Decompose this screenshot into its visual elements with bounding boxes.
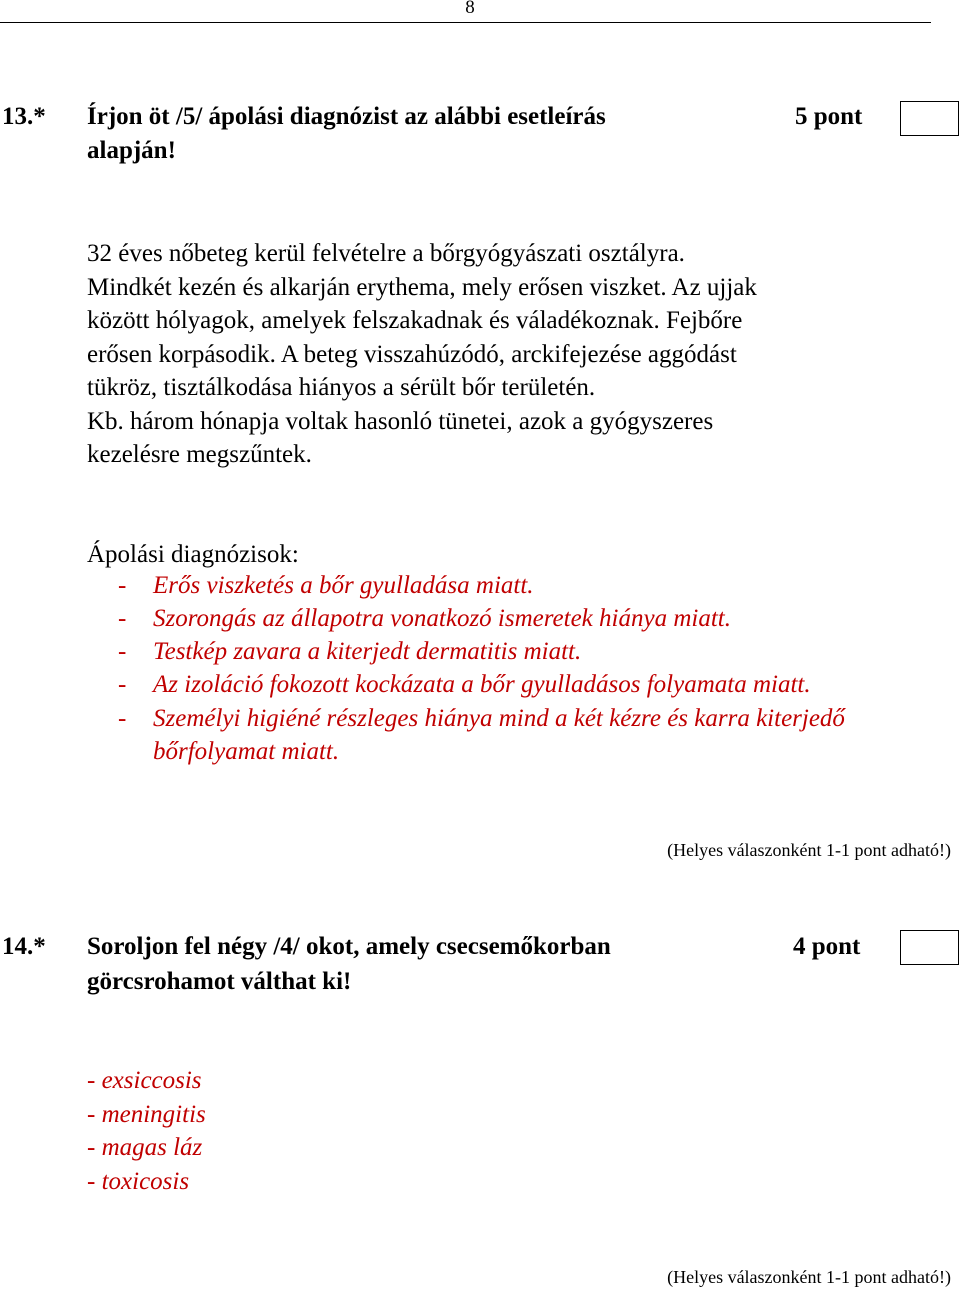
q13-answer-2: Szorongás az állapotra vonatkozó ismeretek hiánya miatt. bbox=[153, 605, 731, 632]
q13-title-line-2: alapján! bbox=[87, 137, 176, 164]
q13-case-line-2: Mindkét kezén és alkarján erythema, mely erősen viszket. Az ujjak bbox=[87, 273, 757, 301]
q13-answer-dash: - bbox=[118, 638, 127, 665]
q13-answer-dash: - bbox=[118, 671, 127, 698]
q13-answers-heading: Ápolási diagnózisok: bbox=[87, 541, 299, 568]
q13-case-line-1: 32 éves nőbeteg kerül felvételre a bőrgyógyászati osztályra. bbox=[87, 240, 685, 267]
page-number: 8 bbox=[465, 0, 475, 18]
q13-case-line-3: között hólyagok, amelyek felszakadnak és váladékoznak. Fejbőre bbox=[87, 307, 743, 334]
q14-number: 14.* bbox=[2, 933, 46, 960]
q13-points: 5 pont bbox=[795, 103, 863, 130]
q13-answer-dash: - bbox=[118, 572, 127, 599]
q14-title-line-1: Soroljon fel négy /4/ okot, amely csecsemőkorban bbox=[87, 933, 611, 960]
q13-case-line-5: tükröz, tisztálkodása hiányos a sérült bőr területén. bbox=[87, 374, 596, 401]
q13-answer-4: Az izoláció fokozott kockázata a bőr gyulladásos folyamata miatt. bbox=[153, 671, 811, 698]
header-rule bbox=[0, 22, 931, 23]
q13-score-box[interactable] bbox=[900, 101, 959, 136]
q14-score-box[interactable] bbox=[900, 930, 959, 965]
q13-number: 13.* bbox=[2, 103, 46, 130]
q13-case-line-7: kezelésre megszűntek. bbox=[87, 441, 312, 468]
q13-case-line-6: Kb. három hónapja voltak hasonló tünetei, azok a gyógyszeres bbox=[87, 407, 714, 435]
q13-title-line-1: Írjon öt /5/ ápolási diagnózist az alábbi esetleírás bbox=[87, 103, 606, 130]
q14-answer-3: - magas láz bbox=[87, 1134, 203, 1161]
q14-title-line-2: görcsrohamot válthat ki! bbox=[87, 968, 352, 995]
q13-answer-dash: - bbox=[118, 705, 127, 732]
q13-scoring-note: (Helyes válaszonként 1-1 pont adható!) bbox=[667, 840, 951, 860]
q14-answer-4: - toxicosis bbox=[87, 1168, 190, 1195]
q13-case-line-4: erősen korpásodik. A beteg visszahúzódó, arckifejezése aggódást bbox=[87, 340, 737, 368]
q13-answer-5-continued: bőrfolyamat miatt. bbox=[153, 738, 340, 765]
q13-answer-5: Személyi higiéné részleges hiánya mind a két kézre és karra kiterjedő bbox=[153, 705, 845, 732]
q14-answer-2: - meningitis bbox=[87, 1101, 206, 1128]
q13-answer-dash: - bbox=[118, 605, 127, 632]
q14-answer-1: - exsiccosis bbox=[87, 1067, 202, 1094]
q14-scoring-note: (Helyes válaszonként 1-1 pont adható!) bbox=[667, 1267, 951, 1287]
q14-points: 4 pont bbox=[793, 933, 861, 960]
q13-answer-1: Erős viszketés a bőr gyulladása miatt. bbox=[153, 572, 534, 599]
q13-answer-3: Testkép zavara a kiterjedt dermatitis miatt. bbox=[153, 638, 582, 665]
